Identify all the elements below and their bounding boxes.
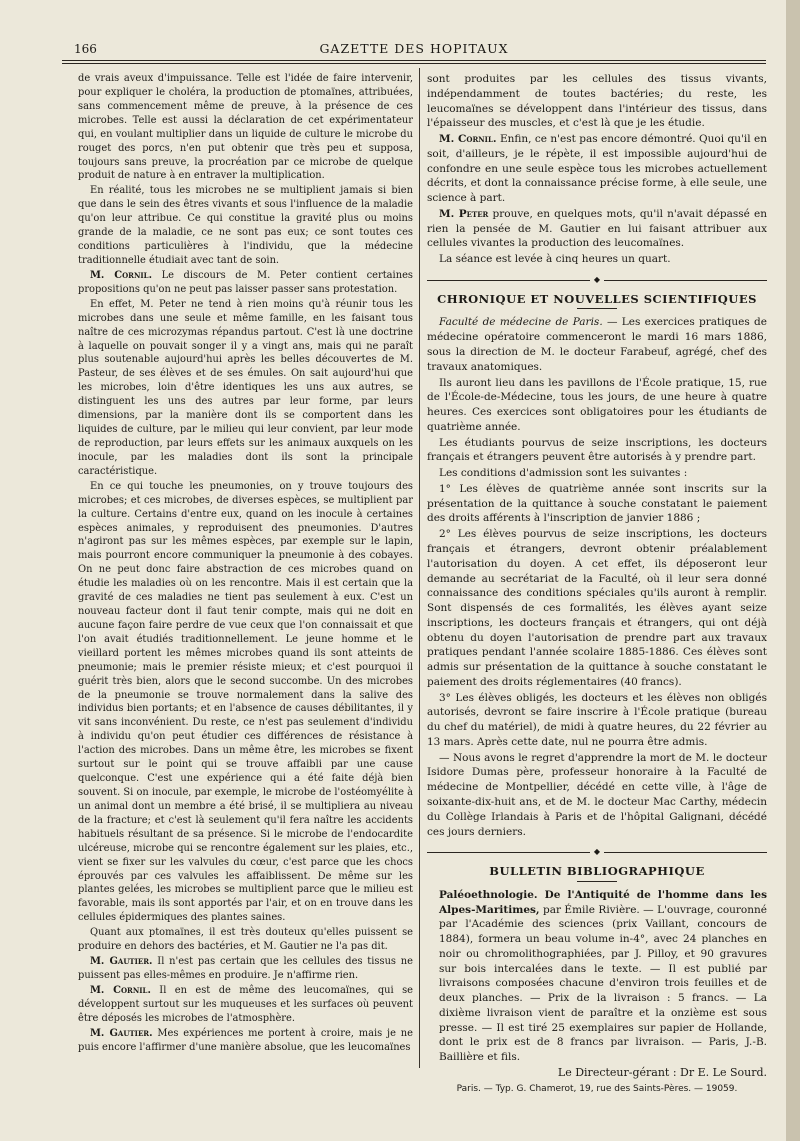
ornament-icon: ◆ xyxy=(593,274,601,284)
paragraph: La séance est levée à cinq heures un quart. xyxy=(439,253,671,266)
book-title: Paléoethnologie. De l'Antiquité de l'homme dans les Alpes-Maritimes, xyxy=(439,888,767,916)
journal-title: GAZETTE DES HOPITAUX xyxy=(319,41,509,56)
header-rule-bottom xyxy=(62,63,766,64)
title-rule xyxy=(577,308,617,309)
left-column xyxy=(78,72,413,1056)
paragraph xyxy=(78,1027,413,1055)
section-title-bulletin: BULLETIN BIBLIOGRAPHIQUE xyxy=(489,864,705,879)
director-signature: Le Directeur-gérant : Dr E. Le Sourd. xyxy=(557,1066,767,1079)
paragraph: 1° Les élèves de quatrième année sont inscrits sur la présentation de la quittance à souche constatant le paiement des droits afférents à l'inscription de janvier 1886 ; xyxy=(427,482,767,525)
speaker-name: M. Cornil. xyxy=(90,984,151,996)
paragraph: 3° Les élèves obligés, les docteurs et les élèves non obligés autorisés, devront se faire inscrire à l'École pratique (bureau du chef du matériel), de midi à quatre heures, du 22 février au 13 mars. Après cette date, nul ne pourra être admis. xyxy=(427,691,767,748)
paragraph: En ce qui touche les pneumonies, on y trouve toujours des microbes; et ces microbes, de diverses espèces, se multiplient par la culture. Certains d'entre eux, quand on les inocule à certaines espèces animales, y reproduisent des pneumonies. D'autres n'agiront pas sur les mêmes espèces, par exemple sur le lapin, mais pourront encore communiquer la pneumonie à des cobayes. On ne peut donc faire abstraction de ces microbes quand on étudie les maladies où on les rencontre. Mais il est certain que la gravité de ces maladies ne tient pas seulement à eux. C'est un nouveau facteur dont il faut tenir compte, mais qui ne doit en aucune façon faire perdre de vue ceux que l'on connaissait et que l'on avait étudiés traditionnellement. Le jeune homme et le vieillard portent les mêmes microbes quand ils sont atteints de pneumonie; mais le premier résiste mieux; et c'est pourquoi il guérit très bien, alors que le second succombe. Un des microbes de la pneumonie se trouve normalement dans la salive des individus bien portants; et en l'absence de causes débilitantes, il y vit sans inconvénient. Du reste, ce n'est pas seulement d'individu à individu qu'on peut étudier ces différences de résistance à l'action des microbes. Dans un même être, les microbes se fixent surtout sur le point qui se trouve affaibli par une cause quelconque. C'est une expérience qui a été faite déjà bien souvent. Si on inocule, par exemple, le microbe de l'ostéomyélite à un animal dont un membre a été brisé, il se multipliera au niveau de la fracture; et c'est là seulement qu'il fera naître les accidents habituels résultant de sa présence. Si le microbe de l'endocardite ulcéreuse, microbe qui se rencontre également sur les plaies, etc., vient se fixer sur les valvules du cœur, c'est parce que les chocs éprouvés par ces valvules les affaiblissent. De même sur les plantes gelées, les microbes se multiplient parce que le milieu est favorable, mais ils sont apportés par l'air, et on en trouve dans les cellules épidermiques des plantes saines. xyxy=(78,480,413,924)
paragraph: 2° Les élèves pourvus de seize inscriptions, les docteurs français et étrangers, devront obtenir préalablement l'autorisation du doyen. A cet effet, ils déposeront leur demande au secrétariat de la Faculté, où il leur sera donné connaissance des conditions spéciales qu'ils auront à remplir. Sont dispensés de ces formalités, les élèves ayant seize inscriptions, les docteurs français et étrangers, qui ont déjà obtenu du doyen l'autorisation de prendre part aux travaux pratiques pendant l'année scolaire 1885-1886. Ces élèves sont admis sur présentation de la quittance à souche constatant le paiement des droits réglementaires (40 francs). xyxy=(427,528,767,688)
speaker-name: M. Gautier. xyxy=(90,1027,153,1039)
speech-text: prouve, en quelques mots, qu'il n'avait dépassé en rien la pensée de M. Gautier en lui faisant attribuer aux cellules vivantes la production des leucomaïnes. xyxy=(427,207,767,250)
speaker-name: M. Gautier. xyxy=(90,956,153,968)
paragraph: Les conditions d'admission sont les suivantes : xyxy=(439,467,688,480)
paragraph xyxy=(78,984,413,1026)
paragraph xyxy=(427,207,767,251)
paragraph: Quant aux ptomaïnes, il est très douteux qu'elles puissent se produire en dehors des bactéries, et M. Gautier ne l'a pas dit. xyxy=(78,927,413,953)
title-rule xyxy=(577,881,617,882)
page-edge-shadow xyxy=(786,0,800,1141)
section-separator xyxy=(427,845,767,860)
paragraph: de vrais aveux d'impuissance. Telle est l'idée de faire intervenir, pour expliquer le choléra, la production de ptomaïnes, attribuées, sans commencement même de preuve, à la présence de ces microbes. Telle est aussi la déclaration de cet expérimentateur qui, en voulant multiplier dans un liquide de culture le microbe du rouget des porcs, n'en put obtenir que très peu et supposa, toujours sans preuve, la procréation par ce microbe de quelque produit de nature à en entraver la multiplication. xyxy=(78,73,413,182)
paragraph: — Nous avons le regret d'apprendre la mort de M. le docteur Isidore Dumas père, professeur honoraire à la Faculté de médecine de Montpellier, décédé en cette ville, à l'âge de soixante-dix-huit ans, et de M. le docteur Mac Carthy, médecin du Collège Irlandais à Paris et de l'hôpital Galignani, décédé ces jours derniers. xyxy=(427,751,767,838)
paragraph: Ils auront lieu dans les pavillons de l'École pratique, 15, rue de l'École-de-Médecine, tous les jours, de une heure à quatre heures. Ces exercices sont obligatoires pour les étudiants de quatrième année. xyxy=(427,376,767,433)
paragraph: En réalité, tous les microbes ne se multiplient jamais si bien que dans le sein des êtres vivants et sous l'influence de la maladie qu'on leur attribue. Ce qui constitue la gravité plus ou moins grande de la maladie, ce ne sont pas eux; ce sont toutes ces conditions particulières à l'individu, que la médecine traditionnelle étudiait avec tant de soin. xyxy=(78,185,413,266)
paragraph xyxy=(427,315,767,374)
speech-text: Le discours de M. Peter contient certaines propositions qu'on ne peut pas laisser passer sans protestation. xyxy=(78,269,413,295)
paragraph: Les étudiants pourvus de seize inscriptions, les docteurs français et étrangers peuvent être autorisés à y prendre part. xyxy=(427,436,767,464)
speaker-name: M. Cornil. xyxy=(439,133,497,146)
speech-text: Il n'est pas certain que les cellules des tissus ne puissent pas elles-mêmes en produire. Je n'affirme rien. xyxy=(78,956,413,981)
paragraph xyxy=(78,955,413,983)
news-text: — Les exercices pratiques de médecine opératoire commenceront le mardi 16 mars 1886, sous la direction de M. le docteur Farabeuf, agrégé, chef des travaux anatomiques. xyxy=(427,316,767,373)
section-separator xyxy=(427,273,767,288)
ornament-icon: ◆ xyxy=(593,847,601,857)
book-description: par Émile Rivière. — L'ouvrage, couronné par l'Académie des sciences (prix Vaillant, concours de 1884), formera un beau volume in-4°, avec 24 planches en noir ou chromolithographiées, par J. Pilloy, et 90 gravures sur bois intercalées dans le texte. — Il est publié par livraisons composées chacune d'environ trois feuilles et de deux planches. — Prix de la livraison : 5 francs. — La dixième livraison vient de paraître et la onzième est sous presse. — Il est tiré 25 exemplaires sur papier de Hollande, dont le prix est de 8 francs par livraison. — Paris, J.-B. Baillière et fils. xyxy=(439,903,767,1064)
page-number: 166 xyxy=(74,42,97,56)
paragraph: En effet, M. Peter ne tend à rien moins qu'à réunir tous les microbes dans une seule et même famille, en les faisant tous naître de ces microzymas répandus partout. C'est là une doctrine à laquelle on pouvait songer il y a vingt ans, mais qui ne paraît plus soutenable aujourd'hui après les belles découvertes de M. Pasteur, de ses élèves et de ses émules. On sait aujourd'hui que les microbes, loin d'être identiques les uns aux autres, se distinguent les uns des autres par leur forme, par leurs dimensions, par la manière dont ils se comportent dans les liquides de culture, par le milieu qui leur convient, par leur mode de reproduction, par leurs effets sur les animaux auxquels on les inocule, par les maladies dont ils sont la principale caractéristique. xyxy=(78,298,413,477)
printer-imprint: Paris. — Typ. G. Chamerot, 19, rue des Saints-Pères. — 19059. xyxy=(456,1083,738,1094)
page-header xyxy=(62,38,766,60)
paragraph xyxy=(427,132,767,206)
paragraph xyxy=(78,269,413,297)
section-title-chronique: CHRONIQUE ET NOUVELLES SCIENTIFIQUES xyxy=(437,291,757,306)
bibliography-entry xyxy=(427,888,767,1065)
header-rule-top xyxy=(62,60,766,61)
speech-text: Enfin, ce n'est pas encore démontré. Quoi qu'il en soit, d'ailleurs, je le répète, il est impossible aujourd'hui de confondre en une seule espèce tous les microbes actuellement décrits, et dont la connaissance précise forme, à elle seule, une science à part. xyxy=(427,133,767,205)
speech-text: Il en est de même des leucomaïnes, qui se développent surtout sur les muqueuses et les surfaces où peuvent être déposés les microbes de l'atmosphère. xyxy=(78,984,413,1024)
speaker-name: M. Cornil. xyxy=(90,269,153,281)
paragraph: sont produites par les cellules des tissus vivants, indépendamment de toutes bactéries; du reste, les leucomaïnes se développent dans l'intérieur des tissus, dans l'épaisseur des muscles, et c'est là que je les étudie. xyxy=(427,73,767,130)
column-divider xyxy=(419,68,420,1068)
speech-text: Mes expériences me portent à croire, mais je ne puis encore l'affirmer d'une manière absolue, que les leucomaïnes xyxy=(78,1027,413,1053)
news-lead: Faculté de médecine de Paris. xyxy=(439,316,603,329)
speaker-name: M. Peter xyxy=(439,207,489,220)
right-column xyxy=(427,72,767,1098)
